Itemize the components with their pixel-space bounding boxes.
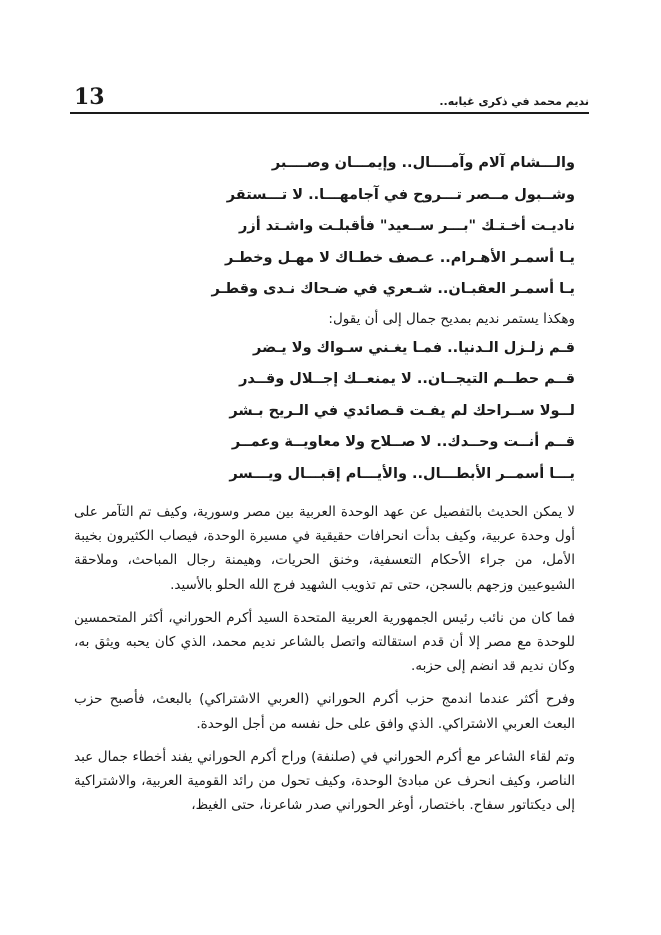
body-paragraph: وتم لقاء الشاعر مع أكرم الحوراني في (صلنفة) وراح أكرم الحوراني يفند أخطاء جمال عبد الناصر، وكيف انحرف عن مبادئ الوحدة، وكيف تحول من رائد القومية العربية، والاشتراكية إلى ديكتاتور سفاح. باختصار، أوغر الحوراني صدر شاعرنا، حتى الغيظ، [74, 748, 575, 814]
page-number: 13 [74, 84, 105, 110]
poem-excerpt-2 [229, 333, 575, 491]
poem-verse: والـــشام آلام وآمــــال.. وإيمـــان وصــــبر [271, 155, 575, 171]
body-paragraph: وفرح أكثر عندما اندمج حزب أكرم الحوراني (العربي الاشتراكي) بالبعث، فأصبح حزب البعث العربي الاشتراكي. الذي وافق على حل نفسه من أجل الوحدة. [74, 691, 575, 732]
page-header [70, 86, 589, 114]
body-paragraph: فما كان من نائب رئيس الجمهورية العربية المتحدة السيد أكرم الحوراني، أكثر المتحمسين للوحدة مع مصر إلا أن قدم استقالته واتصل بالشاعر نديم محمد، الذي كان يحبه ويثق به، وكان نديم قد انضم إلى حزبه. [74, 609, 575, 675]
poem-excerpt-1 [211, 148, 575, 306]
poem-verse: لــولا ســراحك لم يفـت قـصائدي في الـريح بـشر [229, 402, 575, 419]
poem-verse: قــم حطــم التيجــان.. لا يمنعــك إجــلال وقــدر [239, 371, 575, 387]
poem-verse: يـا أسمـر الأهـرام.. عـصف خطـاك لا مهـل وخطـر [224, 249, 575, 266]
poem-verse: قـم زلـزل الـدنيا.. فمـا يغـني سـواك ولا يـضر [253, 339, 575, 356]
page-content [74, 148, 575, 817]
poem-verse: ناديـت أخـتـك "بـــر ســعيد" فأقبلـت واشـتد أزر [239, 218, 575, 234]
poem-verse: قــم أنــت وحــدك.. لا صــلاح ولا معاويــة وعمــر [231, 434, 575, 450]
running-title: نديم محمد في ذكرى غيابه.. [439, 95, 589, 108]
poem-verse: يـا أسمـر العقبـان.. شـعري في ضـحاك نـدى وقطـر [211, 281, 575, 297]
poem-intro-line: وهكذا يستمر نديم بمديح جمال إلى أن يقول: [328, 310, 575, 327]
body-paragraph: لا يمكن الحديث بالتفصيل عن عهد الوحدة العربية بين مصر وسورية، وكيف تم التآمر على أول وحدة عربية، وكيف بدأت انحرافات حقيقية في مسيرة الوحدة، فيصاب الكثيرون بخيبة الأمل، من جراء الأحكام التعسفية، وخنق الحريات، وهيمنة رجال المباحث، وملاحقة الشيوعيين وزجهم بالسجن، حتى تم تذويب الشهيد فرج الله الحلو بالأسيد. [74, 504, 575, 593]
poem-verse: يـــا أسمــر الأبطـــال.. والأيـــام إقبـــال ويـــسر [229, 465, 575, 482]
poem-verse: وشــبول مــصر تـــروح في آجامهـــا.. لا تـــستقر [226, 186, 575, 203]
